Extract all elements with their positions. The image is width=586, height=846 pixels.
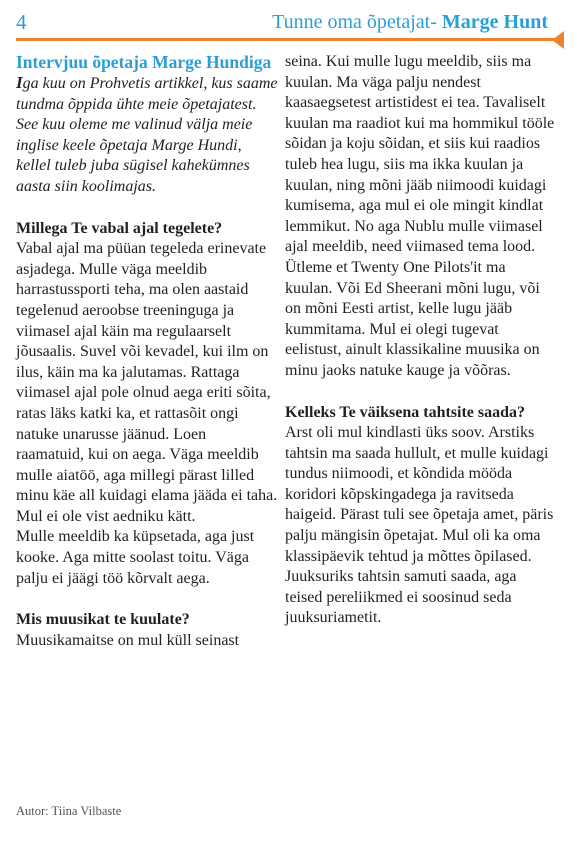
answer-childhood-dream: Arst oli mul kindlasti üks soov. Arstiks tahtsin ma saada hullult, et mulle kuidagi tundus niimoodi, et kõndida mööda koridori kõpskingadega ja ravitseda haigeid. Pärast tuli see õpetaja amet, päris palju mängisin õpetajat. Mul oli ka oma klassipäevik tehtud ja mõttes õpilased. Juuksuriks tahtsin samuti saada, aga teised pereliikmed ei soosinud seda juuksuriametit. [285, 424, 554, 627]
article-title: Intervjuu õpetaja Marge Hundiga [16, 52, 272, 72]
header-rule [16, 38, 562, 41]
intro-text: ga kuu on Prohvetis artikkel, kus saame tundma õppida ühte meie õpetajatest. See kuu oleme me valinud välja meie inglise keele õpetaja Marge Hundi, kellel tuleb juba sügisel kahekümnes aasta siin koolimajas. [16, 75, 278, 195]
section-title-name: Marge Hunt [441, 11, 548, 33]
answer-hobbies-paragraph-2: Mulle meeldib ka küpsetada, aga just kooke. Aga mitte soolast toitu. Väga palju ei jäägi töö kõrvalt aega. [16, 528, 255, 587]
right-column [285, 52, 555, 629]
answer-hobbies-paragraph-1: Vabal ajal ma püüan tegeleda erinevate asjadega. Mulle väga meeldib harrastussporti teha, ma olen aastaid tegelenud aeroobse treeninguga ja viimasel ajal käin ma regulaarselt jõusaalis. Suvel või kevadel, kui ilm on ilus, käin ma ka jalutamas. Rattaga viimasel ajal pole olnud aega eriti sõita, ratas läks katki ka, et rattasõit ongi natuke unarusse jäänud. Loen raamatuid, kui on aega. Väga meeldib mulle aiatöö, aga millegi pärast lilled minu käe all kuidagi elama jääda ei taha. Mul ei ole vist aedniku kätt. [16, 240, 278, 525]
page-number: 4 [16, 10, 27, 34]
author-credit: Autor: Tiina Vilbaste [16, 804, 122, 818]
article-intro [16, 73, 278, 198]
question-music: Mis muusikat te kuulate? [16, 611, 190, 629]
answer-music-continued: seina. Kui mulle lugu meeldib, siis ma kuulan. Ma väga palju nendest kaasaegsetest artistidest ei tea. Tavaliselt kuulan ma raadiot kui ma hommikul tööle sõidan ja koju sõidan, et siis kui raadios tuleb hea lugu, siis ma ikka kuulan ja kuulan, ning mõni jääb niimoodi kuidagi kumisema, aga mul ei ole mingit kindlat lemmikut. No aga Nublu mulle viimasel ajal meeldib, need viimased tema lood. Ütleme et Twenty One Pilots'it ma kuulan. Või Ed Sheerani mõni lugu, või on mõni Eesti artist, kelle lugu jääb kummitama. Mul ei olegi tugevat eelistust, ainult klassikaline muusika on minu jaoks natuke kauge ja võõras. [285, 53, 555, 379]
question-hobbies: Millega Te vabal ajal tegelete? [16, 219, 223, 237]
section-title [272, 11, 548, 34]
left-column [16, 52, 278, 651]
page-header [0, 0, 586, 50]
answer-music-start: Muusikamaitse on mul küll seinast [16, 631, 240, 649]
section-title-prefix: Tunne oma õpetajat- [272, 11, 442, 33]
header-rule-arrow [552, 31, 564, 49]
question-childhood-dream: Kelleks Te väiksena tahtsite saada? [285, 403, 526, 421]
intro-dropcap: I [16, 73, 23, 92]
